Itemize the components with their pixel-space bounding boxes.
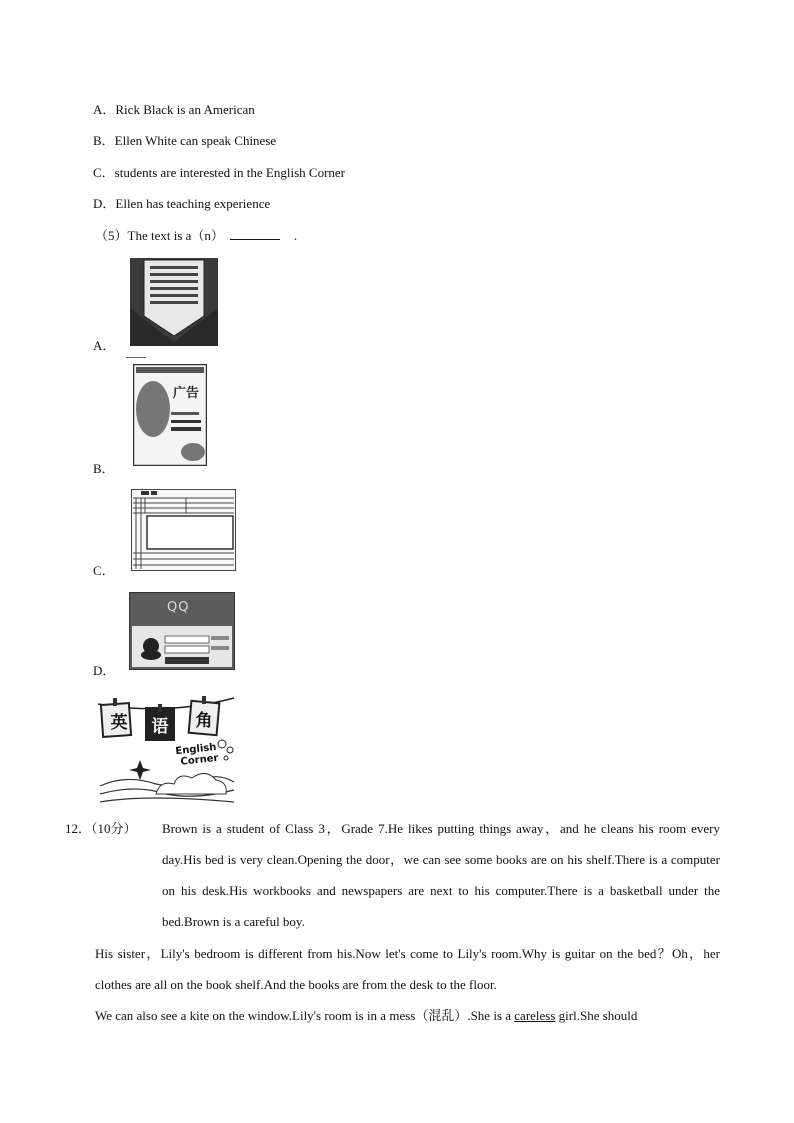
option-b-q4 xyxy=(93,133,276,149)
question-score: （10分） xyxy=(91,821,137,836)
option-d-label: D． xyxy=(93,663,116,678)
option-label: D． xyxy=(93,196,116,211)
english-corner-image xyxy=(96,694,236,808)
caption-line-2: Corner xyxy=(180,752,220,768)
q12-paragraph-3-b: girl.She should xyxy=(555,1008,638,1023)
english-corner-caption xyxy=(175,742,219,768)
option-label: B． xyxy=(93,133,115,148)
question-12 xyxy=(65,813,720,937)
q12-paragraph-1-text: Brown is a student of Class 3，Grade 7.He likes putting things away，and he cleans his room every day.His bed is very clean.Opening the door，we can see some books are on his shelf.There is a computer on his desk.His workbooks and newspapers are next to his computer.There is a basketball under the bed.Brown is a careful boy. xyxy=(162,821,720,929)
card-1: 英 xyxy=(110,713,128,733)
underlined-word: careless xyxy=(514,1008,556,1023)
q12-header xyxy=(65,813,137,844)
q12-paragraph-2 xyxy=(76,938,720,1000)
divider xyxy=(126,357,146,358)
option-label: C． xyxy=(93,165,115,180)
option-a-q4 xyxy=(93,102,255,118)
q12-paragraph-2-text: His sister，Lily's bedroom is different from his.Now let's come to Lily's room.Why is guitar on the bed？Oh，her clothes are all on the book shelf.And the books are from the desk to the floor. xyxy=(95,946,720,992)
option-text: Rick Black is an American xyxy=(115,102,255,117)
option-text: Ellen White can speak Chinese xyxy=(114,133,277,148)
q12-paragraph-1 xyxy=(76,813,720,937)
option-label: A． xyxy=(93,102,116,117)
poster-title: 广告 xyxy=(173,386,200,401)
option-b-image xyxy=(133,364,207,466)
question-tail: . xyxy=(293,228,298,243)
answer-blank xyxy=(230,227,280,240)
question-text: The text is a（n） xyxy=(127,228,224,243)
option-c-image xyxy=(131,489,236,571)
card-2: 语 xyxy=(151,717,169,737)
card-3: 角 xyxy=(195,711,213,731)
question-number: （5） xyxy=(95,228,128,243)
q12-paragraph-3 xyxy=(76,1000,720,1031)
option-a-image xyxy=(130,258,218,346)
option-a-label: A． xyxy=(93,338,116,353)
question-5-stem xyxy=(95,227,297,244)
qq-logo: QQ xyxy=(167,600,190,615)
option-d-q4 xyxy=(93,196,270,212)
option-b-label: B． xyxy=(93,461,115,476)
option-c-q4 xyxy=(93,165,345,181)
option-text: Ellen has teaching experience xyxy=(115,196,271,211)
q12-paragraph-3-a: We can also see a kite on the window.Lily's room is in a mess（混乱）.She is a xyxy=(95,1008,515,1023)
question-number: 12． xyxy=(65,821,92,836)
option-text: students are interested in the English Corner xyxy=(114,165,346,180)
option-c-label: C． xyxy=(93,563,115,578)
option-d-image xyxy=(129,592,235,670)
caption-line-1: English xyxy=(174,741,217,758)
